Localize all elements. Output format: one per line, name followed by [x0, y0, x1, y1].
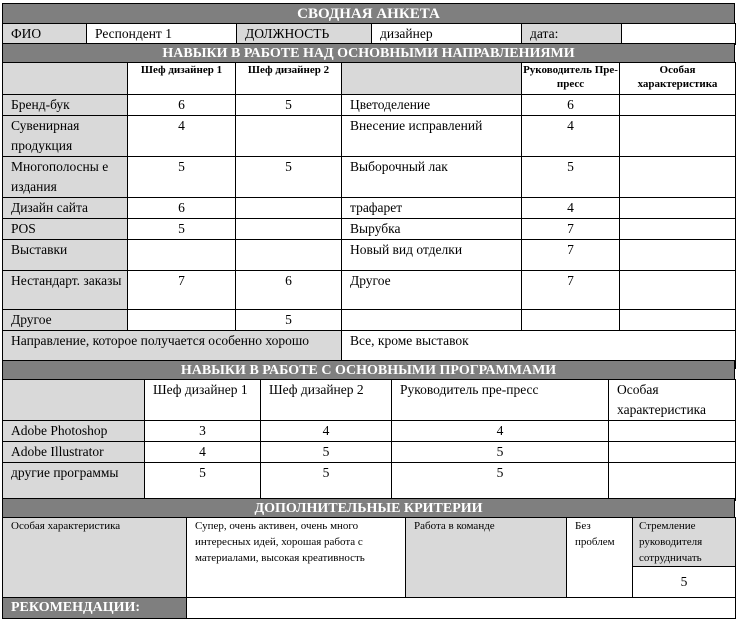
position-label: ДОЛЖНОСТЬ: [237, 24, 372, 45]
special-note[interactable]: [620, 219, 736, 240]
col-special-header: Особая характеристика: [609, 380, 736, 421]
col-prepress-header: Руководитель пре-пресс: [392, 380, 609, 421]
table-header-row: [3, 63, 736, 95]
best-direction-label: Направление, которое получается особенно хорошо: [3, 331, 342, 369]
additional-criteria-title-text: ДОПОЛНИТЕЛЬНЫЕ КРИТЕРИИ: [254, 501, 483, 516]
header-table: [2, 23, 736, 45]
table-row: [3, 198, 736, 219]
special-note[interactable]: [609, 442, 736, 463]
chief1-score[interactable]: 6: [128, 198, 236, 219]
chief1-score[interactable]: 3: [145, 421, 261, 442]
position-value[interactable]: дизайнер: [372, 24, 522, 45]
skills-directions-title: [2, 43, 735, 63]
special-characteristic-label: Особая характеристика: [3, 518, 187, 598]
program-name: Adobe Illustrator: [3, 442, 145, 463]
special-note[interactable]: [620, 271, 736, 310]
skills-programs-title-text: НАВЫКИ В РАБОТЕ С ОСНОВНЫМИ ПРОГРАММАМИ: [180, 363, 557, 378]
chief2-score[interactable]: [236, 219, 342, 240]
col-chief1-header: Шеф дизайнер 1: [145, 380, 261, 421]
program-name: другие программы: [3, 463, 145, 501]
chief1-score[interactable]: 7: [128, 271, 236, 310]
skills-directions-title-text: НАВЫКИ В РАБОТЕ НАД ОСНОВНЫМИ НАПРАВЛЕНИЯМИ: [162, 46, 575, 61]
teamwork-label: Работа в команде: [406, 518, 567, 598]
special-characteristic-value[interactable]: Супер, очень активен, очень много интересных идей, хорошая работа с материалами, высокая креативность: [187, 518, 406, 598]
table-row: [3, 421, 736, 442]
skills-directions-table: [2, 62, 736, 369]
chief2-score[interactable]: 5: [236, 95, 342, 116]
table-row: [3, 219, 736, 240]
direction-label: Бренд-бук: [3, 95, 128, 116]
chief1-score[interactable]: [128, 310, 236, 331]
direction-label: Другое: [3, 310, 128, 331]
program-name: Adobe Photoshop: [3, 421, 145, 442]
prepress-score[interactable]: 4: [522, 198, 620, 219]
prepress-score[interactable]: 7: [522, 271, 620, 310]
prepress-score[interactable]: 4: [522, 116, 620, 157]
skills-programs-title: [2, 360, 735, 380]
prepress-score[interactable]: 5: [522, 157, 620, 198]
table-row: [3, 116, 736, 157]
table-row: [3, 240, 736, 271]
prepress-label: Цветоделение: [342, 95, 522, 116]
col-chief2-header: Шеф дизайнер 2: [261, 380, 392, 421]
ambition-label: Стремление руководителя сотрудничать: [633, 518, 736, 567]
chief2-score[interactable]: [236, 116, 342, 157]
special-note[interactable]: [620, 198, 736, 219]
fio-label: ФИО: [3, 24, 87, 45]
direction-label: POS: [3, 219, 128, 240]
prepress-score[interactable]: 5: [392, 463, 609, 501]
chief1-score[interactable]: 6: [128, 95, 236, 116]
prepress-score[interactable]: [522, 310, 620, 331]
prepress-label: Вырубка: [342, 219, 522, 240]
table-row: [3, 157, 736, 198]
prepress-score[interactable]: 6: [522, 95, 620, 116]
empty-header-cell: [342, 63, 522, 95]
chief1-score[interactable]: 4: [145, 442, 261, 463]
col-prepress-header: Руководитель Пре-пресс: [522, 63, 620, 95]
prepress-score[interactable]: 5: [392, 442, 609, 463]
table-row: [3, 95, 736, 116]
col-special-header: Особая характеристика: [620, 63, 736, 95]
direction-label: Нестандарт. заказы: [3, 271, 128, 310]
prepress-label: Новый вид отделки: [342, 240, 522, 271]
table-row: [3, 442, 736, 463]
chief2-score[interactable]: [236, 198, 342, 219]
chief2-score[interactable]: 6: [236, 271, 342, 310]
direction-label: Сувенирная продукция: [3, 116, 128, 157]
chief2-score[interactable]: 5: [236, 157, 342, 198]
special-note[interactable]: [620, 310, 736, 331]
best-direction-value[interactable]: Все, кроме выставок: [342, 331, 736, 369]
special-note[interactable]: [609, 421, 736, 442]
form-title: [2, 3, 735, 24]
chief1-score[interactable]: [128, 240, 236, 271]
date-value[interactable]: [622, 24, 736, 45]
special-note[interactable]: [620, 116, 736, 157]
skills-programs-table: [2, 379, 736, 501]
prepress-label: [342, 310, 522, 331]
prepress-label: Внесение исправлений: [342, 116, 522, 157]
additional-criteria-title: [2, 498, 735, 518]
chief2-score[interactable]: 4: [261, 421, 392, 442]
recommendations-label: РЕКОМЕНДАЦИИ:: [3, 598, 187, 619]
chief1-score[interactable]: 5: [128, 219, 236, 240]
table-row: [3, 463, 736, 501]
table-header-row: [3, 380, 736, 421]
prepress-label: трафарет: [342, 198, 522, 219]
col-chief2-header: Шеф дизайнер 2: [236, 63, 342, 95]
empty-header-cell: [3, 63, 128, 95]
prepress-score[interactable]: 7: [522, 219, 620, 240]
table-row: [3, 310, 736, 331]
prepress-label: Другое: [342, 271, 522, 310]
teamwork-value[interactable]: Без проблем: [567, 518, 633, 598]
special-note[interactable]: [620, 95, 736, 116]
chief2-score[interactable]: 5: [261, 442, 392, 463]
chief2-score[interactable]: [236, 240, 342, 271]
direction-label: Выставки: [3, 240, 128, 271]
ambition-value[interactable]: 5: [633, 567, 736, 598]
special-note[interactable]: [609, 463, 736, 501]
prepress-label: Выборочный лак: [342, 157, 522, 198]
form-title-text: СВОДНАЯ АНКЕТА: [297, 6, 440, 22]
direction-label: Дизайн сайта: [3, 198, 128, 219]
col-chief1-header: Шеф дизайнер 1: [128, 63, 236, 95]
prepress-score[interactable]: 4: [392, 421, 609, 442]
chief2-score[interactable]: 5: [261, 463, 392, 501]
recommendations-value[interactable]: [187, 598, 736, 619]
chief1-score[interactable]: 4: [128, 116, 236, 157]
date-label: дата:: [522, 24, 622, 45]
fio-value[interactable]: Респондент 1: [87, 24, 237, 45]
special-note[interactable]: [620, 240, 736, 271]
empty-header-cell: [3, 380, 145, 421]
table-row: [3, 271, 736, 310]
direction-label: Многополосны е издания: [3, 157, 128, 198]
chief2-score[interactable]: 5: [236, 310, 342, 331]
prepress-score[interactable]: 7: [522, 240, 620, 271]
chief1-score[interactable]: 5: [145, 463, 261, 501]
special-note[interactable]: [620, 157, 736, 198]
additional-criteria-table: [2, 517, 736, 619]
chief1-score[interactable]: 5: [128, 157, 236, 198]
